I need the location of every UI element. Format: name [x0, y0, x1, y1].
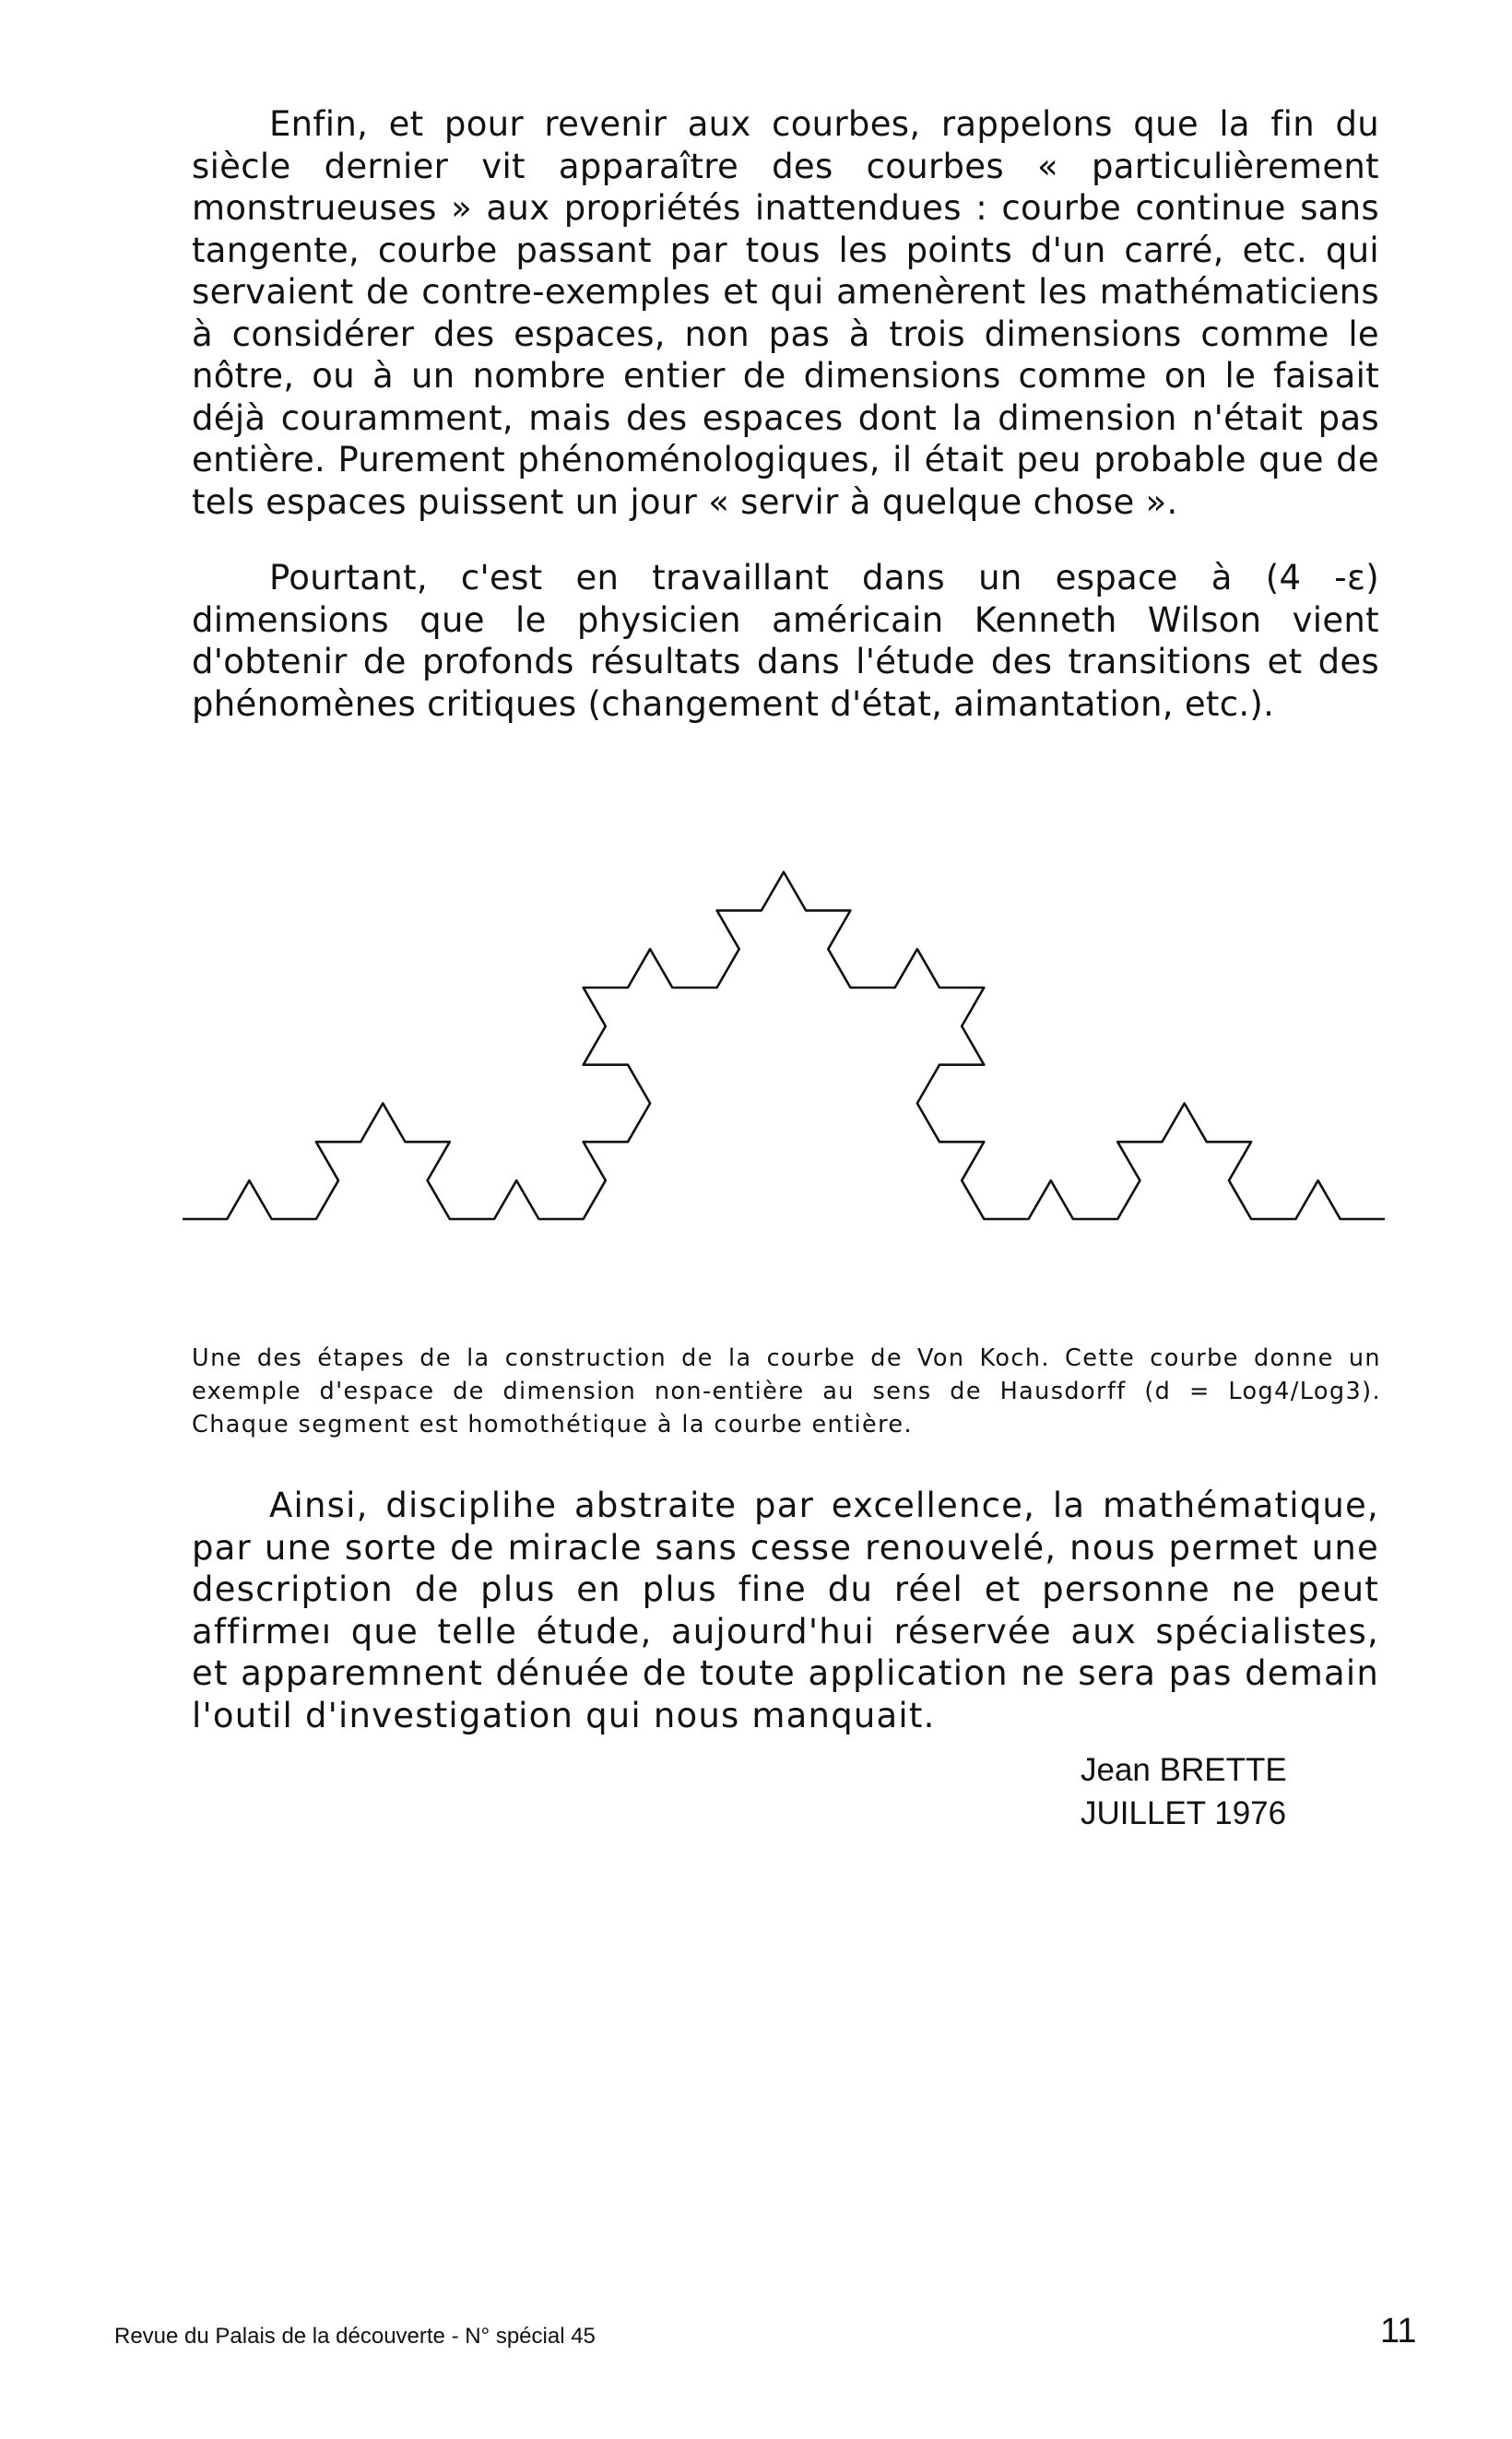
page-number: 11 — [1380, 2312, 1417, 2350]
paragraph-conclusion: Ainsi, disciplihe abstraite par excellence, la mathématique, par une sorte de miracle sans cesse renouvelé, nous permet une description de plus en plus fine du réel et personne ne peut affirmeı que telle étude, aujourd'hui réservée aux spécialistes, et apparemnent dénuée de toute application ne sera pas demain l'outil d'investigation qui nous manquait. — [192, 1486, 1379, 1735]
koch-curve-figure — [175, 858, 1392, 1245]
figure-caption: Une des étapes de la construction de la courbe de Von Koch. Cette courbe donne un exemple d'espace de dimension non-entière au sens de Hausdorff (d = Log4/Log3). Chaque segment est homothétique à la courbe entière. — [192, 1344, 1381, 1439]
author-name: Jean BRETTE — [1081, 1752, 1287, 1788]
paragraph-curves: Enfin, et pour revenir aux courbes, rappelons que la fin du siècle dernier vit apparaître des courbes « particulièrement monstrueuses » aux propriétés inattendues : courbe continue sans tangente, courbe passant par tous les points d'un carré, etc. qui servaient de contre-exemples et qui amenèrent les mathématiciens à considérer des espaces, non pas à trois dimensions comme le nôtre, ou à un nombre entier de dimensions comme on le faisait déjà couramment, mais des espaces dont la dimension n'était pas entière. Purement phénoménologiques, il était peu probable que de tels espaces puissent un jour « servir à quelque chose ». — [192, 104, 1379, 522]
footer-journal: Revue du Palais de la découverte - N° spécial 45 — [114, 2324, 596, 2349]
paragraph-wilson: Pourtant, c'est en travaillant dans un espace à (4 -ε) dimensions que le physicien américain Kenneth Wilson vient d'obtenir de profonds résultats dans l'étude des transitions et des phénomènes critiques (changement d'état, aimantation, etc.). — [192, 558, 1379, 724]
koch-curve-line — [183, 872, 1385, 1219]
author-date: JUILLET 1976 — [1081, 1795, 1287, 1831]
